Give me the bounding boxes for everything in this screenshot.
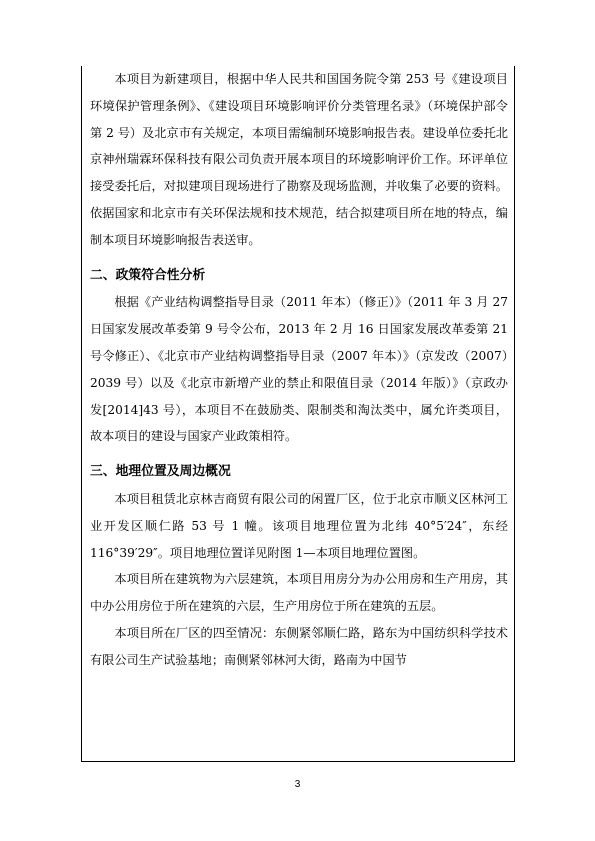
location-paragraph-3: 本项目所在厂区的四至情况：东侧紧邻顺仁路，路东为中国纺织科学技术有限公司生产试验基地；南侧紧邻林河大街，路南为中国节 (90, 625, 508, 667)
section-gap (90, 450, 508, 459)
location-heading: 三、地理位置及周边概况 (90, 464, 231, 480)
location-paragraph-1: 本项目租赁北京林吉商贸有限公司的闲置厂区，位于北京市顺义区林河工业开发区顺仁路 53 号 1 幢。该项目地理位置为北纬 40°5′24″，东经 116°39′29″。项目地理位置详见附图 1—本项目地理位置图。 (90, 491, 508, 560)
policy-heading: 二、政策符合性分析 (90, 267, 206, 283)
intro-paragraph: 本项目为新建项目，根据中华人民共和国国务院令第 253 号《建设项目环境保护管理条例》、《建设项目环境影响评价分类管理名录》（环境保护部令第 2 号）及北京市有关规定，本项目需编制环境影响报告表。建设单位委托北京神州瑞霖环保科技有限公司负责开展本项目的环境影响评价工作。环评单位接受委托后，对拟建项目现场进行了勘察及现场监测，并收集了必要的资料。依据国家和北京市有关环保法规和技术规范，结合拟建项目所在地的特点，编制本项目环境影响报告表送审。 (90, 72, 508, 247)
location-paragraph-2: 本项目所在建筑物为六层建筑，本项目用房分为办公用房和生产用房，其中办公用房位于所在建筑的六层，生产用房位于所在建筑的五层。 (90, 572, 508, 614)
page-number: 3 (294, 779, 301, 790)
policy-paragraph: 根据《产业结构调整指导目录（2011 年本）（修正）》（2011 年 3 月 27 日国家发展改革委第 9 号令公布，2013 年 2 月 16 日国家发展改革委第 21 号令修正）、《北京市产业结构调整指导目录（2007 年本）》（京发改（2007）2039 号）以及《北京市新增产业的禁止和限值目录（2014 年版）》（京政办发[2014]43 号），本项目不在鼓励类、限制类和淘汰类中，属允许类项目，故本项目的建设与国家产业政策相符。 (90, 295, 508, 444)
document-body (90, 66, 508, 674)
section-gap (90, 254, 508, 263)
